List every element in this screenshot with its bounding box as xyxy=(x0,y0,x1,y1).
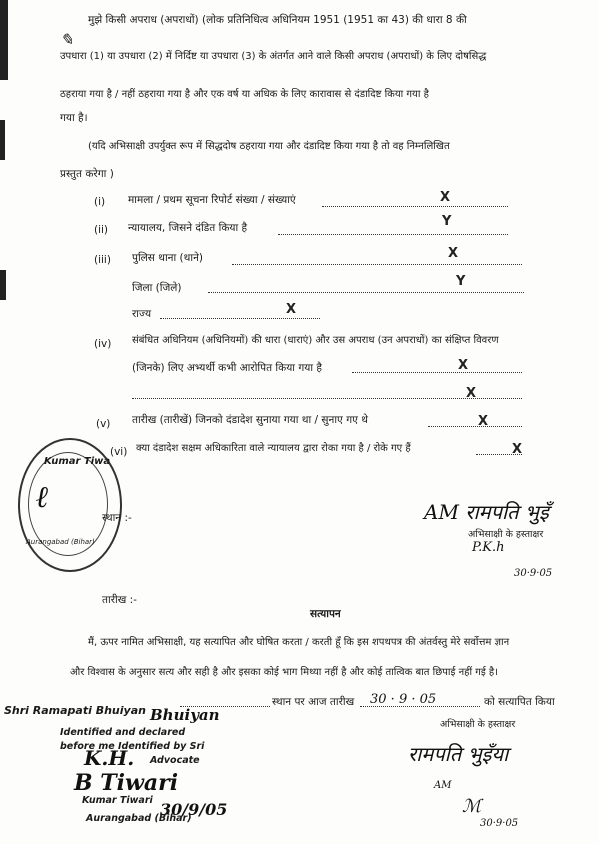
item-label: जिला (जिले) xyxy=(132,282,182,294)
cross-mark: X xyxy=(466,386,477,401)
deponent-sig-label: अभिसाक्षी के हस्ताक्षर xyxy=(468,529,544,540)
seal-text-bottom: Aurangabad (Bihar) xyxy=(26,538,95,546)
fill-line xyxy=(232,264,522,265)
fill-line xyxy=(428,426,522,427)
item-num: (v) xyxy=(96,418,111,430)
intro-line-1: (यदि अभिसाक्षी उपर्युक्त रूप में सिद्धदोष ठहराया गया और दंडादिष्ट किया गया है तो वह निम्नलिखित xyxy=(88,141,450,152)
seal-text-top: Kumar Tiwa xyxy=(44,456,111,467)
fill-line xyxy=(132,398,522,399)
left-signature-2: B Tiwari xyxy=(74,770,179,796)
item-label: तारीख (तारीखें) जिनको दंडादेश सुनाया गया था / सुनाए गए थे xyxy=(132,414,368,426)
initials-1: P.K.h xyxy=(472,540,505,555)
header-line-2: उपधारा (1) या उपधारा (2) में निर्दिष्ट या उपधारा (3) के अंतर्गत आने वाले किसी अपराध (अपराधों) के लिए दोषसिद्ध xyxy=(60,51,487,62)
stamp-line-3: before me Identified by Sri xyxy=(60,741,205,752)
header-line-1: मुझे किसी अपराध (अपराधों) (लोक प्रतिनिधित्व अधिनियम 1951 (1951 का 43) की धारा 8 की xyxy=(88,14,467,26)
header-line-4: गया है। xyxy=(60,112,88,124)
cross-mark: X xyxy=(458,358,469,373)
deponent-signature-2: रामपति भुइँया xyxy=(408,742,509,766)
verification-title: सत्यापन xyxy=(310,608,341,620)
fill-line xyxy=(352,372,522,373)
item-label-cont: (जिनके) लिए अभ्यर्थी कभी आरोपित किया गया है xyxy=(132,362,322,374)
cross-mark: X xyxy=(286,302,297,317)
cross-mark: Y xyxy=(442,214,452,229)
stamp-line-2: Identified and declared xyxy=(60,727,186,738)
left-name-sign: Bhuiyan xyxy=(150,706,220,724)
cross-mark: Y xyxy=(456,274,466,289)
initials-2: AM xyxy=(434,780,452,791)
item-num: (i) xyxy=(94,196,106,208)
item-label: मामला / प्रथम सूचना रिपोर्ट संख्या / संख्याएं xyxy=(128,194,296,206)
verification-line-1: मैं, ऊपर नामित अभिसाक्षी, यह सत्यापित और घोषित करता / करती हूँ कि इस शपथपत्र की अंतर्वस्तु मेरे सर्वोत्तम ज्ञान xyxy=(88,637,510,648)
item-label: क्या दंडादेश सक्षम अधिकारिता वाले न्यायालय द्वारा रोका गया है / रोके गए हैं xyxy=(136,443,411,454)
stamp-line-6: Aurangabad (Bihar) xyxy=(86,813,192,824)
item-num: (vi) xyxy=(110,446,128,458)
margin-mark: ✎ xyxy=(60,30,74,49)
date-label: तारीख :- xyxy=(102,594,137,606)
verification-line-3a: स्थान पर आज तारीख xyxy=(272,696,355,708)
hand-date-2: 30·9·05 xyxy=(480,818,519,829)
item-num: (iii) xyxy=(94,254,111,266)
verification-date: 30 · 9 · 05 xyxy=(370,692,437,707)
scan-edge-mid2 xyxy=(0,270,6,300)
fill-line xyxy=(208,292,524,293)
fill-line xyxy=(322,206,508,207)
verification-line-3b: को सत्यापित किया xyxy=(484,696,555,708)
scan-edge-mid xyxy=(0,120,5,160)
place-label: स्थान :- xyxy=(102,512,132,524)
scan-edge-top xyxy=(0,0,8,80)
left-hand-date: 30/9/05 xyxy=(160,800,228,819)
deponent-signature-1: AM रामपति भुइँ xyxy=(424,500,549,524)
left-signature-1: K.H. xyxy=(84,746,135,770)
item-num: (iv) xyxy=(94,338,112,350)
header-line-3: ठहराया गया है / नहीं ठहराया गया है और एक वर्ष या अधिक के लिए कारावास से दंडादिष्ट किया गया है xyxy=(60,89,429,100)
intro-line-2: प्रस्तुत करेगा ) xyxy=(60,168,114,180)
item-label: न्यायालय, जिसने दंडित किया है xyxy=(128,222,248,234)
stamp-line-5: Kumar Tiwari xyxy=(82,795,153,806)
cross-mark: X xyxy=(448,246,459,261)
cross-mark: X xyxy=(512,442,523,457)
cross-mark: X xyxy=(478,414,489,429)
cross-mark: X xyxy=(440,190,451,205)
seal-signature-mark: ℓ xyxy=(36,480,49,515)
stamp-line-1: Shri Ramapati Bhuiyan xyxy=(4,704,146,717)
initials-2b: ℳ xyxy=(462,796,482,817)
stamp-line-4: Advocate xyxy=(150,755,200,766)
fill-line xyxy=(278,234,508,235)
verification-sig-label: अभिसाक्षी के हस्ताक्षर xyxy=(440,719,516,730)
item-label: राज्य xyxy=(132,308,152,320)
item-label: संबंधित अधिनियम (अधिनियमों) की धारा (धाराएं) और उस अपराध (उन अपराधों) का संक्षिप्त विवरण xyxy=(132,335,499,346)
verification-line-2: और विश्वास के अनुसार सत्य और सही है और इसका कोई भाग मिथ्या नहीं है और कोई तात्विक बात छिपाई नहीं गई है। xyxy=(70,667,499,678)
hand-date-1: 30·9·05 xyxy=(514,568,553,579)
item-num: (ii) xyxy=(94,224,109,236)
fill-line xyxy=(160,318,320,319)
item-label: पुलिस थाना (थाने) xyxy=(132,252,204,264)
